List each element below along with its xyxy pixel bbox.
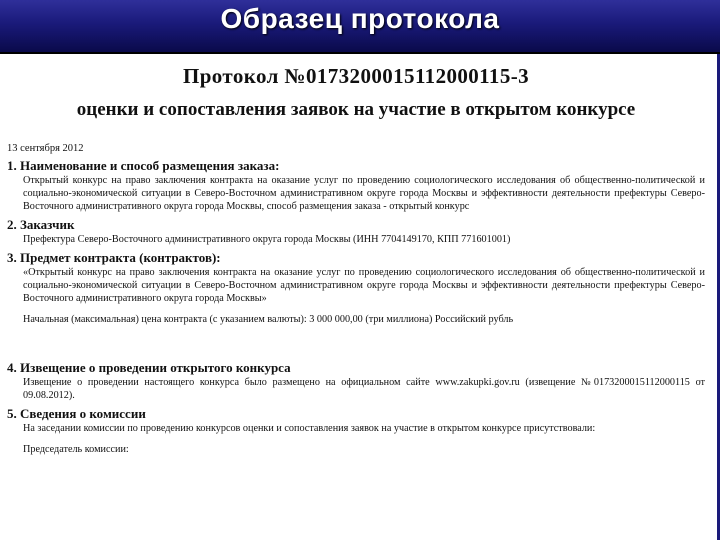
protocol-document xyxy=(0,54,717,540)
slide-title: Образец протокола xyxy=(220,3,500,34)
spacer xyxy=(7,326,705,356)
document-title: Протокол №0173200015112000115-3 xyxy=(182,64,530,88)
section-heading: 4. Извещение о проведении открытого конкурса xyxy=(7,360,291,375)
section-paragraph: Префектура Северо-Восточного административного округа города Москвы (ИНН 7704149170, КПП 771601001) xyxy=(23,234,511,245)
section-customer xyxy=(7,217,705,246)
section-paragraph: Извещение о проведении настоящего конкурса было размещено на официальном сайте www.zakupki.gov.ru (извещение №0173200015112000115 от 09.08.2012). xyxy=(23,377,705,401)
header-bar xyxy=(0,0,720,54)
section-notice xyxy=(7,360,705,402)
document-subtitle: оценки и сопоставления заявок на участие в открытом конкурсе xyxy=(76,99,636,120)
section-paragraph: «Открытый конкурс на право заключения контракта на оказание услуг по проведению социологического исследования об общественно-политической и социально-экономической ситуации в Северо-Восточном административном округе города Москвы и эффективности деятельности префектуры Северо-Восточного административного округа города Москвы» xyxy=(23,267,705,304)
document-date: 13 сентября 2012 xyxy=(7,143,84,154)
section-heading: 2. Заказчик xyxy=(7,217,75,232)
section-paragraph: На заседании комиссии по проведению конкурсов оценки и сопоставления заявок на участие в открытом конкурсе присутствовали: xyxy=(23,423,596,434)
section-order-name xyxy=(7,158,705,213)
section-heading: 3. Предмет контракта (контрактов): xyxy=(7,250,221,265)
section-heading: 1. Наименование и способ размещения заказа: xyxy=(7,158,280,173)
section-contract-subject xyxy=(7,250,705,326)
section-heading: 5. Сведения о комиссии xyxy=(7,406,146,421)
section-paragraph: Начальная (максимальная) цена контракта (с указанием валюты): 3 000 000,00 (три миллиона) Российский рубль xyxy=(23,314,514,325)
section-commission xyxy=(7,406,705,456)
section-paragraph: Открытый конкурс на право заключения контракта на оказание услуг по проведению социологического исследования об общественно-политической и социально-экономической ситуации в Северо-Восточном административном округе города Москвы и эффективности деятельности префектуры Северо-Восточного административного округа города Москвы, способ размещения заказа - открытый конкурс xyxy=(23,175,705,212)
section-paragraph: Председатель комиссии: xyxy=(23,444,129,455)
